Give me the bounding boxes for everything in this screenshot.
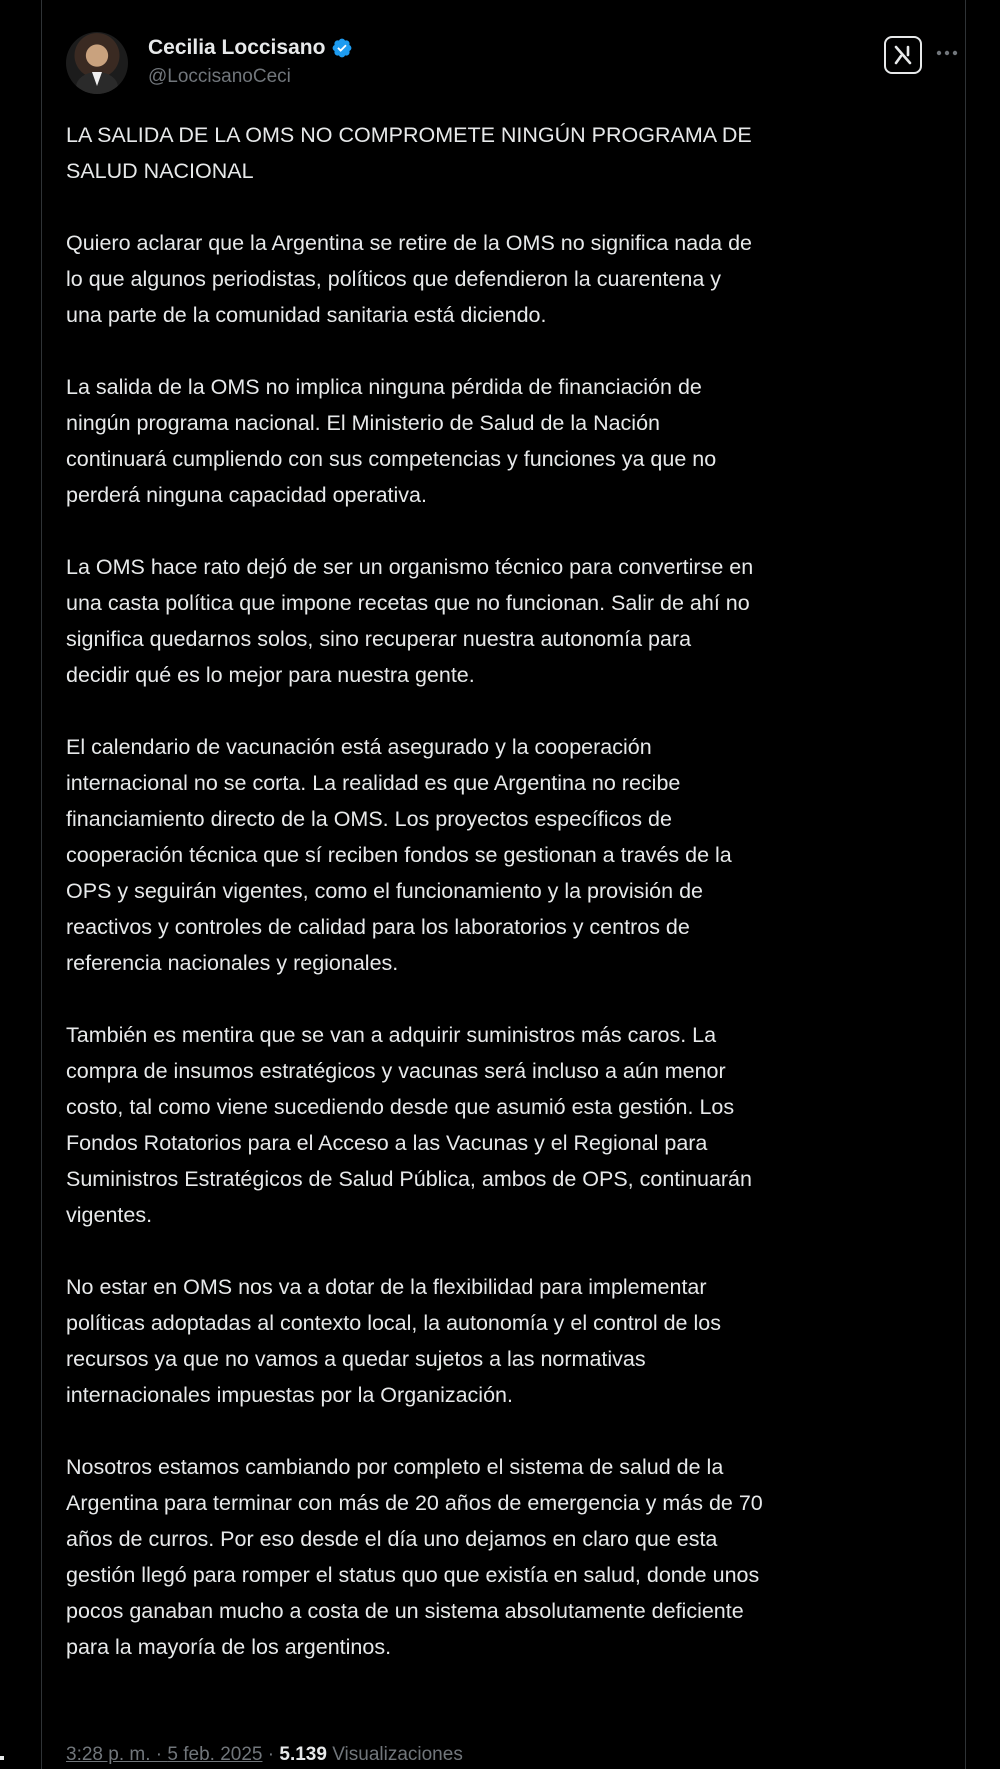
verified-badge-icon [331, 37, 353, 59]
author-display-name[interactable]: Cecilia Loccisano [148, 36, 326, 59]
author-name-row[interactable] [148, 36, 353, 60]
tweet-timestamp-link[interactable] [66, 1744, 262, 1765]
tweet-paragraph: El calendario de vacunación está asegurado y la cooperación internacional no se corta. La realidad es que Argentina no recibe financiamiento directo de la OMS. Los proyectos específicos de cooperación técnica que sí reciben fondos se gestionan a través de la OPS y seguirán vigentes, como el funcionamiento y la provisión de reactivos y controles de calidad para los laboratorios y centros de referencia nacionales y regionales. [66, 735, 732, 975]
tweet-paragraph: La OMS hace rato dejó de ser un organismo técnico para convertirse en una casta política que impone recetas que no funcionan. Salir de ahí no significa quedarnos solos, sino recuperar nuestra autonomía para decidir qué es lo mejor para nuestra gente. [66, 555, 754, 687]
tweet-text [66, 117, 942, 1701]
tweet-card [41, 0, 966, 1769]
more-icon [935, 49, 959, 57]
author-handle[interactable]: @LoccisanoCeci [148, 66, 291, 87]
tweet-time: 3:28 p. m. [66, 1744, 151, 1765]
views-label: Visualizaciones [332, 1744, 463, 1765]
tweet-paragraph: No estar en OMS nos va a dotar de la flexibilidad para implementar políticas adoptadas al contexto local, la autonomía y el control de los recursos ya que no vamos a quedar sujetos a las normativas internacionales impuestas por la Organización. [66, 1275, 721, 1407]
tweet-header [66, 32, 946, 102]
grok-button[interactable] [884, 36, 922, 74]
more-options-button[interactable] [932, 38, 962, 68]
tweet-paragraph: Quiero aclarar que la Argentina se retire de la OMS no significa nada de lo que algunos periodistas, políticos que defendieron la cuarentena y una parte de la comunidad sanitaria está diciendo. [66, 231, 753, 327]
grok-icon [891, 43, 915, 67]
tweet-paragraph-headline: LA SALIDA DE LA OMS NO COMPROMETE NINGÚN PROGRAMA DE SALUD NACIONAL [66, 123, 752, 183]
tweet-date: 5 feb. 2025 [167, 1744, 263, 1765]
meta-separator: · [262, 1744, 280, 1765]
edge-marker [0, 1756, 4, 1760]
meta-separator: · [150, 1744, 168, 1765]
tweet-paragraph: La salida de la OMS no implica ninguna pérdida de financiación de ningún programa nacional. El Ministerio de Salud de la Nación continuará cumpliendo con sus competencias y funciones ya que no perderá ninguna capacidad operativa. [66, 375, 717, 507]
tweet-meta [66, 1744, 463, 1766]
views-count[interactable]: 5.139 [279, 1744, 327, 1765]
tweet-paragraph: También es mentira que se van a adquirir suministros más caros. La compra de insumos estratégicos y vacunas será incluso a aún menor costo, tal como viene sucediendo desde que asumió esta gestión. Los Fondos Rotatorios para el Acceso a las Vacunas y el Regional para Suministros Estratégicos de Salud Pública, ambos de OPS, continuarán vigentes. [66, 1023, 752, 1227]
avatar[interactable] [66, 32, 128, 94]
tweet-paragraph: Nosotros estamos cambiando por completo el sistema de salud de la Argentina para terminar con más de 20 años de emergencia y más de 70 años de curros. Por eso desde el día uno dejamos en claro que esta gestión llegó para romper el status quo que existía en salud, donde unos pocos ganaban mucho a costa de un sistema absolutamente deficiente para la mayoría de los argentinos. [66, 1455, 763, 1659]
